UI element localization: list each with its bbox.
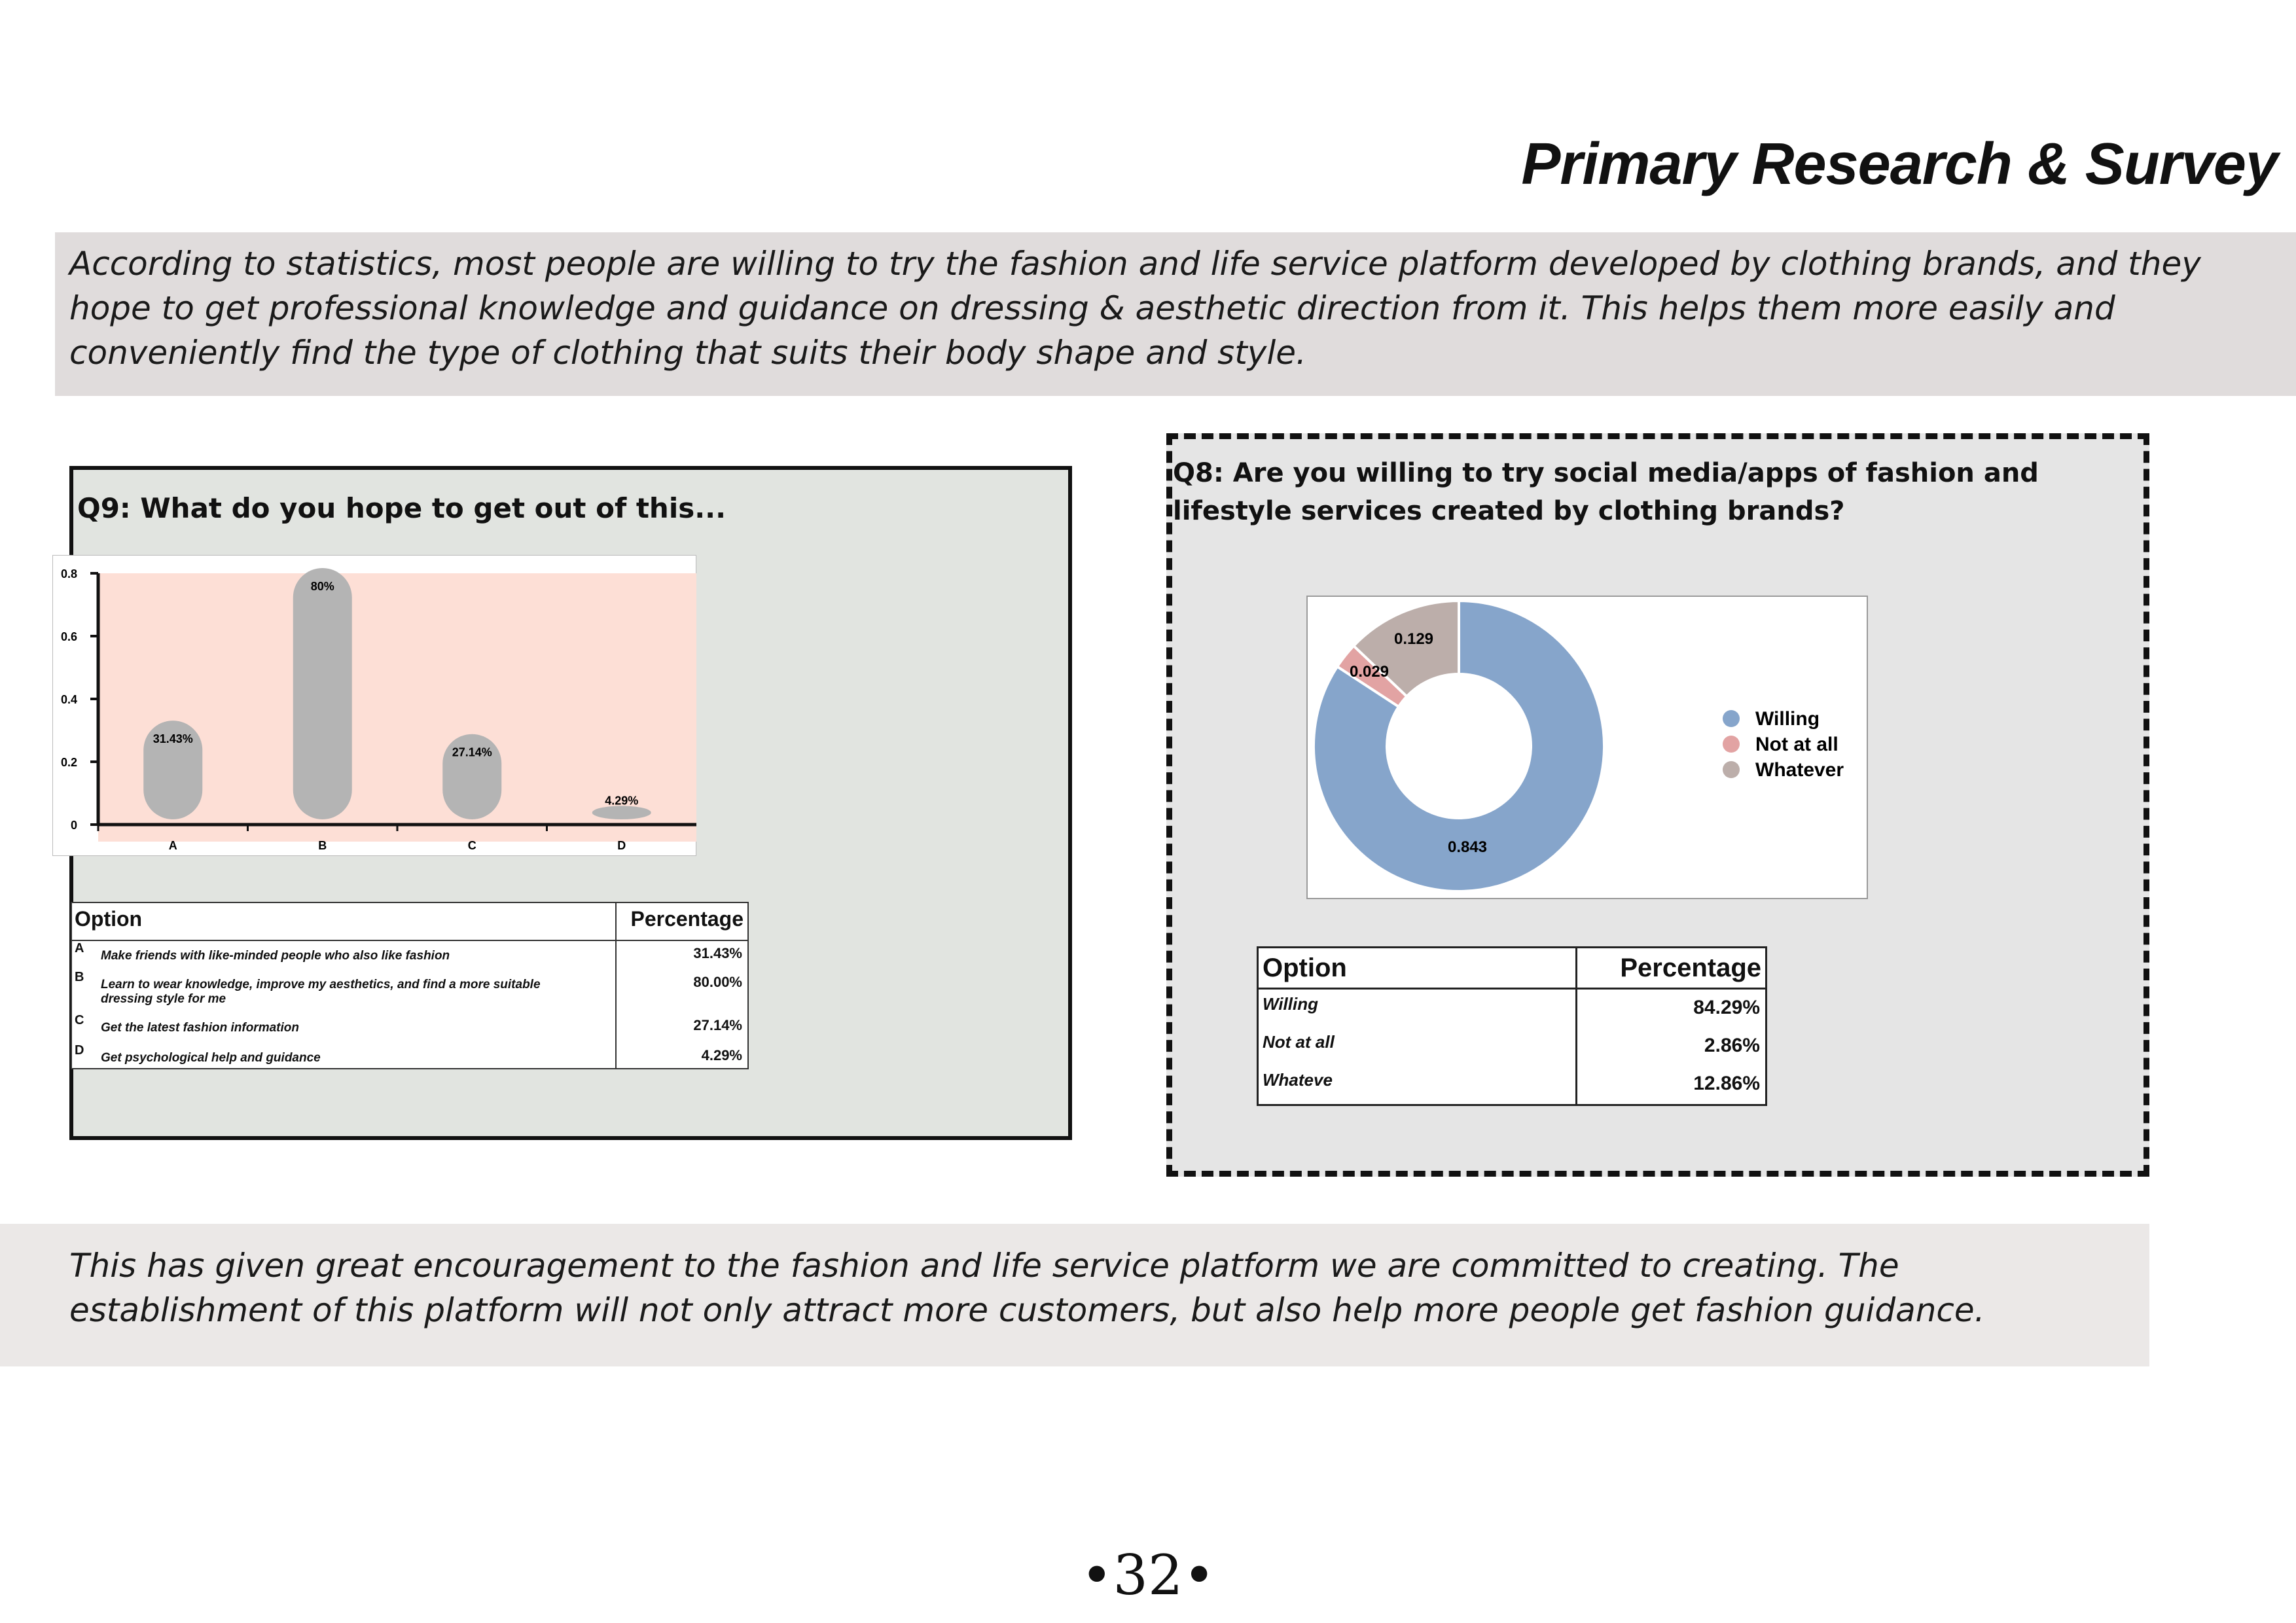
- row-percentage: 31.43%: [693, 945, 742, 961]
- q8-table-header-percentage: Percentage: [1620, 954, 1761, 982]
- row-percentage: 12.86%: [1693, 1073, 1760, 1094]
- page-title: Primary Research & Survey: [1521, 132, 2278, 197]
- row-option: Whateve: [1263, 1070, 1333, 1090]
- q9-table-header-percentage: Percentage: [630, 907, 744, 931]
- x-tick-label: D: [617, 839, 626, 852]
- row-letter: C: [75, 1013, 84, 1027]
- row-option: Make friends with like-minded people who also like fashion: [101, 949, 450, 963]
- bar-data-label: 27.14%: [452, 745, 492, 759]
- row-percentage: 27.14%: [693, 1017, 742, 1033]
- q9-table-divider: [615, 903, 617, 1068]
- q8-table-header-option: Option: [1263, 954, 1347, 982]
- legend-label: Willing: [1755, 708, 1820, 730]
- bar-data-label: 31.43%: [152, 732, 193, 746]
- slice-data-label: 0.843: [1447, 838, 1488, 856]
- bar-data-label: 4.29%: [605, 794, 639, 808]
- q8-table-divider: [1575, 948, 1577, 1104]
- y-tick-label: 0.2: [60, 756, 77, 769]
- row-percentage: 4.29%: [701, 1047, 742, 1063]
- x-tick-label: B: [318, 839, 327, 852]
- row-option: Not at all: [1263, 1032, 1335, 1052]
- q8-table-header-rule: [1259, 988, 1765, 990]
- q9-table-header-rule: [72, 940, 747, 941]
- q9-table: [71, 902, 749, 1069]
- legend-label: Not at all: [1755, 734, 1839, 755]
- row-letter: B: [75, 970, 84, 984]
- legend-swatch: [1723, 710, 1740, 727]
- bar-data-label: 80%: [310, 580, 334, 593]
- row-option: Learn to wear knowledge, improve my aesthetics, and find a more suitable dressing style for me: [101, 978, 541, 1006]
- q8-donut-chart: [1306, 596, 1868, 899]
- row-percentage: 2.86%: [1704, 1035, 1760, 1056]
- q8-table: [1257, 946, 1767, 1106]
- y-tick-label: 0.4: [60, 693, 77, 706]
- outro-box: [0, 1224, 2149, 1366]
- intro-text: According to statistics, most people are willing to try the fashion and life service platform developed by clothing brands, and they hope to get professional knowledge and guidance on dressing & aesthetic direction from it. This helps them more easily and conveniently find the type of clothing that suits their body shape and style.: [69, 245, 2201, 372]
- slice-data-label: 0.029: [1349, 663, 1390, 681]
- row-option: Get psychological help and guidance: [101, 1051, 321, 1065]
- legend-label: Whatever: [1755, 759, 1844, 781]
- q9-bar-chart: [52, 555, 696, 856]
- outro-text: This has given great encouragement to the fashion and life service platform we are committed to creating. The establishment of this platform will not only attract more customers, but also help more people get fashion guidance.: [69, 1247, 1985, 1329]
- q8-title: Q8: Are you willing to try social media/apps of fashion and lifestyle services created by clothing brands?: [1173, 458, 2039, 526]
- intro-box: [55, 232, 2296, 396]
- row-option: Get the latest fashion information: [101, 1021, 299, 1035]
- q9-table-header-option: Option: [75, 907, 143, 931]
- legend: [1723, 708, 1844, 781]
- bar-b: [293, 568, 352, 819]
- row-letter: A: [75, 941, 84, 955]
- x-tick-label: A: [168, 839, 177, 852]
- row-percentage: 84.29%: [1693, 997, 1760, 1018]
- y-tick-label: 0: [70, 819, 77, 832]
- legend-swatch: [1723, 761, 1740, 778]
- y-tick-label: 0.6: [60, 630, 77, 643]
- page-number: •32•: [1081, 1543, 1215, 1607]
- row-percentage: 80.00%: [693, 974, 742, 990]
- x-tick-label: C: [467, 839, 476, 852]
- row-option: Willing: [1263, 994, 1318, 1014]
- y-tick-label: 0.8: [60, 567, 77, 580]
- bar-d: [592, 806, 651, 819]
- row-letter: D: [75, 1043, 84, 1058]
- q9-title: Q9: What do you hope to get out of this...: [77, 492, 726, 524]
- slice-data-label: 0.129: [1393, 630, 1434, 648]
- legend-swatch: [1723, 736, 1740, 753]
